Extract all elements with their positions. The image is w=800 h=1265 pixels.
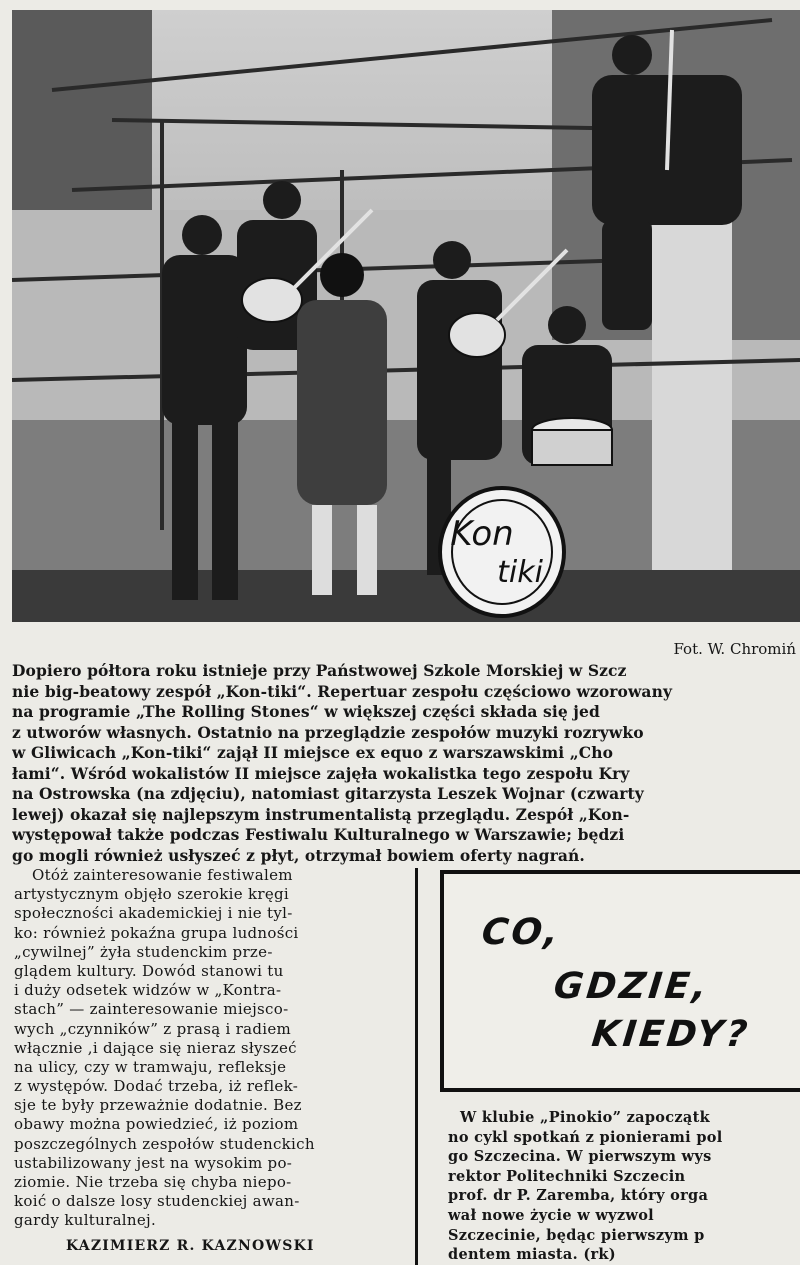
caption-line: na programie „The Rolling Stones“ w większej części składa się jed — [12, 702, 600, 721]
caption-line: Dopiero półtora roku istnieje przy Państwowej Szkole Morskiej w Szcz — [12, 661, 627, 680]
caption-line: występował także podczas Festiwalu Kulturalnego w Warszawie; będzi — [12, 825, 625, 844]
article-line: stach” — zainteresowanie miejsco- — [14, 1000, 289, 1019]
caption-line: z utworów własnych. Ostatnio na przeglądzie zespołów muzyki rozrywko — [12, 722, 644, 742]
notice-line: go Szczecina. W pierwszym wys — [448, 1148, 712, 1166]
article-line: ziomie. Nie trzeba się chyba niepo- — [14, 1173, 292, 1191]
notice-text — [448, 1108, 800, 1265]
article-line: obawy można powiedzieć, iż poziom — [14, 1115, 299, 1134]
caption-line: na Ostrowska (na zdjęciu), natomiast gitarzysta Leszek Wojnar (czwarty — [12, 784, 644, 803]
article-text — [14, 866, 409, 1231]
notice-line: W klubie „Pinokio” zapoczątk — [460, 1109, 710, 1126]
article-author: KAZIMIERZ R. KAZNOWSKI — [66, 1238, 315, 1254]
column-divider — [415, 868, 418, 1265]
drum-logo-line2: tiki — [497, 555, 543, 590]
article-line: na ulicy, czy w tramwaju, refleksje — [14, 1057, 287, 1076]
notice-line: Szczecinie, będąc pierwszym p — [448, 1226, 705, 1244]
article-line: włącznie ,i dające się nieraz słyszeć — [14, 1038, 297, 1057]
article-line: gardy kulturalnej. — [14, 1211, 157, 1230]
article-line: społeczności akademickiej i nie tyl- — [14, 904, 293, 923]
photo-credit: Fot. W. Chromiń — [673, 640, 796, 658]
notice-line: no cykl spotkań z pionierami pol — [448, 1128, 723, 1146]
caption-line: go mogli również usłyszeć z płyt, otrzymał bowiem oferty nagrań. — [12, 845, 585, 865]
notice-line: rektor Politechniki Szczecin — [448, 1167, 686, 1185]
article-line: koić o dalsze losy studenckiej awan- — [14, 1192, 300, 1211]
band-photo — [12, 10, 800, 622]
kon-tiki-drum — [440, 488, 564, 616]
drum-logo-line1: Kon — [450, 514, 514, 554]
article-line: sje te były przeważnie dodatnie. Bez — [14, 1096, 302, 1115]
headline-line: KIEDY? — [589, 1014, 753, 1055]
article-line: glądem kultury. Dowód stanowi tu — [14, 961, 284, 980]
article-line: ko: również pokaźna grupa ludności — [14, 923, 299, 942]
notice-line: wał nowe życie w wyzwol — [448, 1206, 654, 1224]
caption-line: nie big-beatowy zespół „Kon-tiki“. Repertuar zespołu częściowo wzorowany — [12, 681, 673, 701]
article-line: Otóż zainteresowanie festiwalem — [32, 866, 293, 884]
notice-line: dentem miasta. (rk) — [448, 1246, 616, 1264]
notice-line: prof. dr P. Zaremba, który orga — [448, 1187, 709, 1205]
headline-line: CO, — [479, 912, 564, 953]
caption-line: łami“. Wśród wokalistów II miejsce zajęła wokalistka tego zespołu Kry — [12, 763, 630, 783]
headline-line: GDZIE, — [551, 966, 712, 1007]
article-line: z występów. Dodać trzeba, iż reflek- — [14, 1077, 299, 1096]
photo-caption — [12, 661, 800, 866]
article-line: wych „czynników” z prasą i radiem — [14, 1019, 292, 1038]
headline-box — [440, 870, 800, 1092]
article-line: poszczególnych zespołów studenckich — [14, 1134, 315, 1153]
caption-line: lewej) okazał się najlepszym instrumentalistą przeglądu. Zespół „Kon- — [12, 804, 630, 824]
article-line: „cywilnej” żyła studenckim prze- — [14, 942, 273, 961]
article-line: ustabilizowany jest na wysokim po- — [14, 1153, 293, 1172]
article-line: artystycznym objęło szerokie kręgi — [14, 885, 290, 904]
article-line: i duży odsetek widzów w „Kontra- — [14, 981, 282, 1000]
caption-line: w Gliwicach „Kon-tiki“ zajął II miejsce ex equo z warszawskimi „Cho — [12, 743, 614, 762]
